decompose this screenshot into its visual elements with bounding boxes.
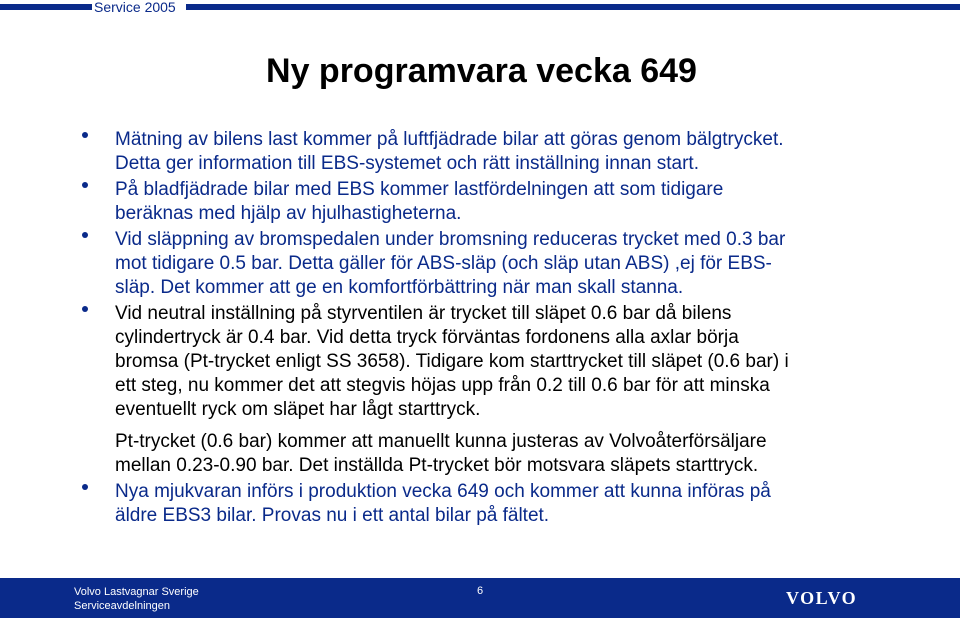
header-bar <box>0 0 960 14</box>
bullet-item <box>82 128 862 176</box>
bullet-line: bromsa (Pt-trycket enligt SS 3658). Tidigare kom starttrycket till släpet (0.6 bar) i <box>115 351 789 372</box>
bullet-line: släp. Det kommer att ge en komfortförbättring när man skall stanna. <box>115 277 684 298</box>
bullet-item <box>82 178 862 226</box>
bullet-dot-icon <box>82 306 89 315</box>
bullet-line: ett steg, nu kommer det att stegvis höjas upp från 0.2 till 0.6 bar för att minska <box>115 375 770 396</box>
bullet-line: Pt-trycket (0.6 bar) kommer att manuellt kunna justeras av Volvoåterförsäljare <box>115 431 767 452</box>
bullet-line: Vid neutral inställning på styrventilen är trycket till släpet 0.6 bar då bilens <box>115 303 732 324</box>
footer-company-name: Volvo Lastvagnar Sverige <box>74 586 199 598</box>
bullet-list <box>82 128 862 528</box>
bullet-line: beräknas med hjälp av hjulhastigheterna. <box>115 203 462 224</box>
bullet-item <box>82 228 862 300</box>
bullet-dot-icon <box>82 182 89 191</box>
bullet-item <box>82 430 862 478</box>
footer-company <box>74 585 199 613</box>
bullet-item <box>82 480 862 528</box>
volvo-logo: VOLVO <box>786 588 858 608</box>
header-band-right <box>186 4 960 10</box>
page-number: 6 <box>477 585 484 597</box>
bullet-line: Detta ger information till EBS-systemet och rätt inställning innan start. <box>115 153 699 174</box>
bullet-line: mellan 0.23-0.90 bar. Det inställda Pt-trycket bör motsvara släpets starttryck. <box>115 455 759 476</box>
bullet-dot-icon <box>82 484 89 493</box>
bullet-item <box>82 302 862 422</box>
footer-department: Serviceavdelningen <box>74 600 171 612</box>
bullet-dot-icon <box>82 132 89 141</box>
slide-title: Ny programvara vecka 649 <box>266 52 697 90</box>
bullet-line: Mätning av bilens last kommer på luftfjädrade bilar att göras genom bälgtrycket. <box>115 129 784 150</box>
bullet-line: Nya mjukvaran införs i produktion vecka 649 och kommer att kunna införas på <box>115 481 771 502</box>
bullet-line: Vid släppning av bromspedalen under bromsning reduceras trycket med 0.3 bar <box>115 229 786 250</box>
footer-bar <box>0 578 960 618</box>
bullet-line: äldre EBS3 bilar. Provas nu i ett antal bilar på fältet. <box>115 505 550 526</box>
bullet-dot-icon <box>82 232 89 241</box>
bullet-line: cylindertryck är 0.4 bar. Vid detta tryck förväntas fordonens alla axlar börja <box>115 327 739 348</box>
bullet-line: mot tidigare 0.5 bar. Detta gäller för ABS-släp (och släp utan ABS) ,ej för EBS- <box>115 253 772 274</box>
bullet-line: eventuellt ryck om släpet har lågt starttryck. <box>115 399 481 420</box>
header-label: Service 2005 <box>94 0 176 15</box>
bullet-line: På bladfjädrade bilar med EBS kommer lastfördelningen att som tidigare <box>115 179 724 200</box>
header-band-left <box>0 4 92 10</box>
